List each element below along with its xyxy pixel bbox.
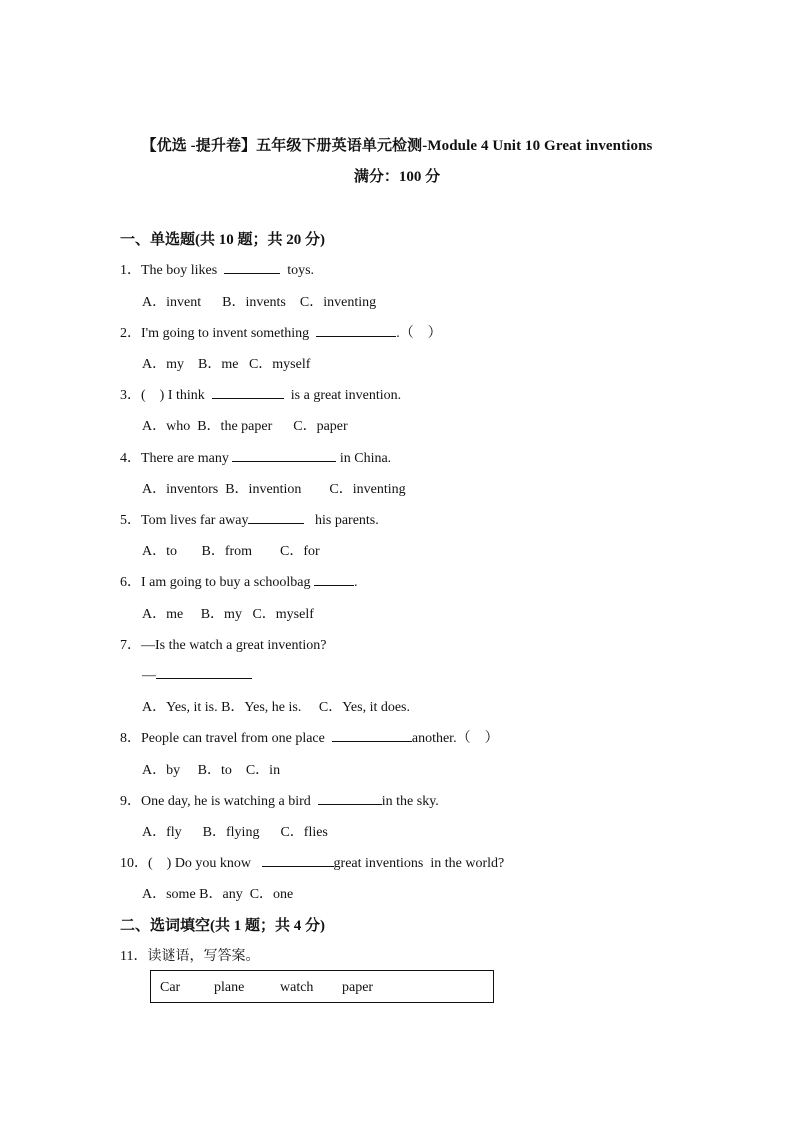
question-text: .	[354, 575, 358, 590]
options-3: A．who B．the paper C．paper	[142, 419, 348, 434]
options-10: A．some B．any C．one	[142, 887, 294, 902]
options-1: A．invent B．invents C．inventing	[142, 295, 377, 310]
options-7: A．Yes, it is. B．Yes, he is. C．Yes, it does.	[142, 700, 411, 715]
word-bank-item: plane	[214, 980, 245, 995]
answer-blank	[232, 448, 336, 462]
question-text: 6．I am going to buy a schoolbag	[120, 575, 315, 590]
question-text: .（ ）	[396, 326, 442, 341]
page-title: 【优选 -提升卷】五年级下册英语单元检测-Module 4 Unit 10 Great inventions	[141, 138, 653, 154]
word-bank-box	[150, 970, 494, 1003]
question-text: another.（ ）	[411, 731, 499, 746]
options-4: A．inventors B．invention C．inventing	[142, 482, 406, 497]
question-2	[120, 322, 442, 342]
answer-blank	[248, 510, 304, 524]
section-heading-1: 一、单选题(共 10 题；共 20 分)	[120, 232, 325, 248]
options-2: A．my B．me C．myself	[142, 357, 311, 372]
answer-blank	[332, 728, 412, 742]
dash: —	[142, 668, 156, 683]
answer-blank	[314, 572, 354, 586]
question-text: in China.	[336, 451, 392, 466]
word-bank-item: Car	[160, 980, 181, 995]
answer-blank	[262, 853, 334, 867]
answer-blank	[316, 323, 396, 337]
answer-blank	[156, 665, 252, 679]
question-text: is a great invention.	[283, 388, 402, 403]
question-3	[120, 384, 401, 404]
question-text: 4．There are many	[120, 451, 233, 466]
question-11: 11．读谜语，写答案。	[120, 949, 260, 964]
section-heading-2: 二、选词填空(共 1 题；共 4 分)	[120, 918, 325, 934]
question-6	[120, 571, 358, 591]
question-text: 2．I'm going to invent something	[120, 326, 317, 341]
options-5: A．to B．from C．for	[142, 544, 320, 559]
answer-blank	[212, 385, 284, 399]
question-4	[120, 447, 391, 467]
question-text: 8．People can travel from one place	[120, 731, 332, 746]
question-8	[120, 727, 499, 747]
answer-line-7	[142, 665, 252, 684]
question-5	[120, 509, 379, 529]
options-9: A．fly B．flying C．flies	[142, 825, 328, 840]
answer-blank	[224, 260, 280, 274]
word-bank-item: paper	[342, 980, 374, 995]
question-1	[120, 259, 314, 279]
question-text: in the sky.	[381, 794, 439, 809]
question-7: 7．—Is the watch a great invention?	[120, 638, 327, 653]
question-9	[120, 790, 439, 810]
question-text: 9．One day, he is watching a bird	[120, 794, 318, 809]
word-bank-item: watch	[280, 980, 314, 995]
total-score: 满分：100 分	[353, 169, 441, 185]
question-text: 3．( ) I think	[120, 388, 212, 403]
question-text: 5．Tom lives far away	[120, 513, 249, 528]
question-text: 1．The boy likes	[120, 263, 225, 278]
options-8: A．by B．to C．in	[142, 763, 281, 778]
question-text: his parents.	[304, 513, 379, 528]
question-10	[120, 852, 504, 872]
question-text: toys.	[280, 263, 315, 278]
options-6: A．me B．my C．myself	[142, 607, 314, 622]
answer-blank	[318, 791, 382, 805]
question-text: great inventions in the world?	[333, 856, 505, 871]
question-text: 10．( ) Do you know	[120, 856, 262, 871]
